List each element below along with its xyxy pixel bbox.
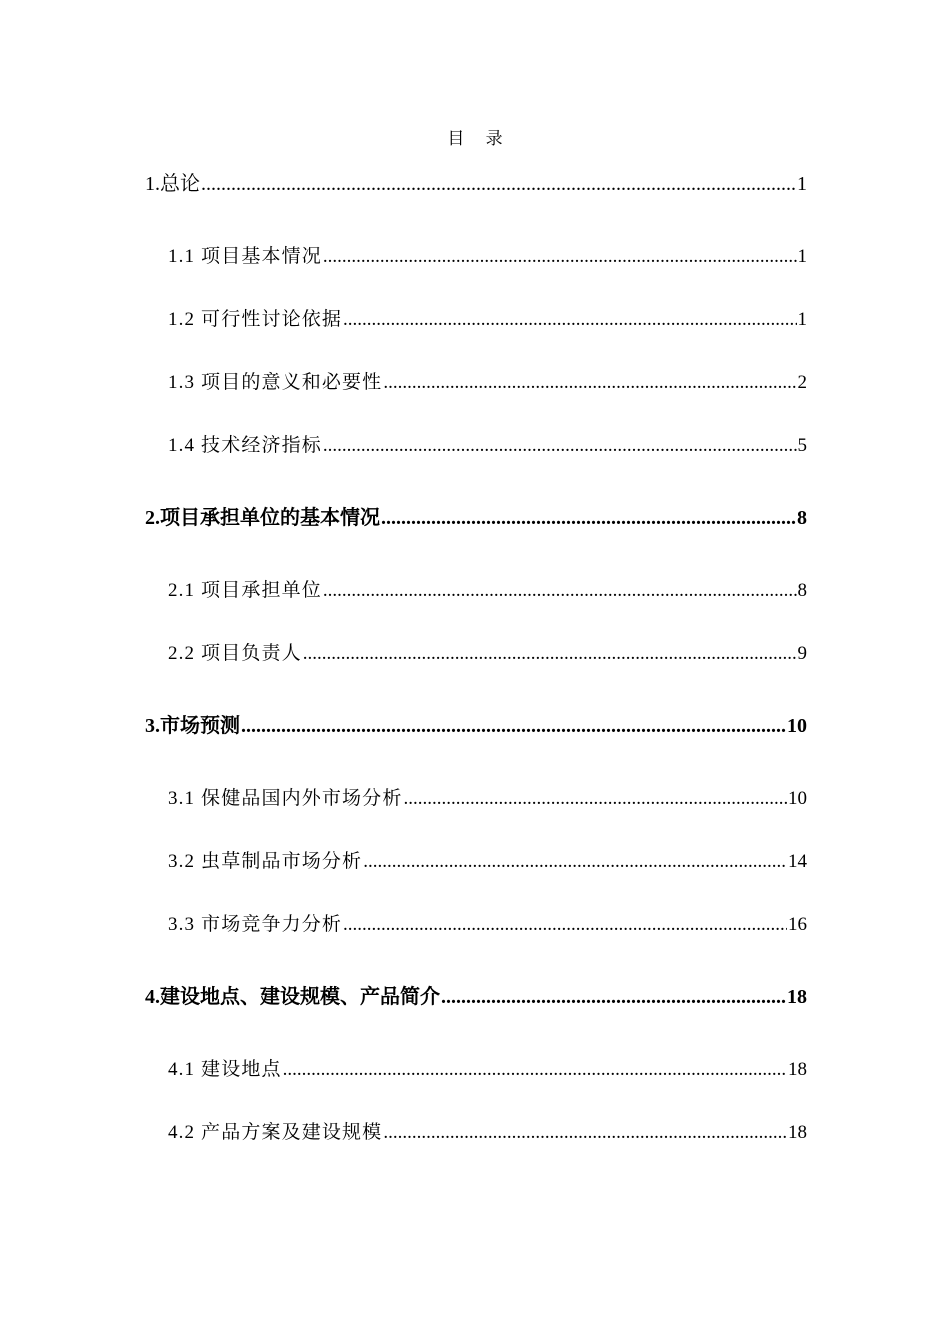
toc-entry-1-2[interactable] <box>168 305 807 335</box>
toc-entry-page: 10 <box>788 788 807 809</box>
toc-entry-label: 3.3 市场竞争力分析 <box>168 914 343 935</box>
toc-entry-label: 1.总论 <box>145 173 200 195</box>
dot-leader <box>201 169 796 199</box>
toc-entry-page: 14 <box>788 851 807 872</box>
toc-entry-label: 4.建设地点、建设规模、产品简介 <box>145 986 440 1008</box>
toc-entry-page: 1 <box>797 309 807 330</box>
toc-entry-label: 1.4 技术经济指标 <box>168 435 322 456</box>
toc-entry-3-2[interactable] <box>168 847 807 877</box>
toc-entry-1-3[interactable] <box>168 368 807 398</box>
dot-leader <box>403 784 787 814</box>
toc-entry-label: 3.市场预测 <box>145 715 240 737</box>
toc-entry-page: 9 <box>797 643 807 664</box>
toc-entry-label: 1.1 项目基本情况 <box>168 246 322 267</box>
dot-leader <box>383 1118 787 1148</box>
dot-leader <box>383 368 796 398</box>
toc-entry-2-1[interactable] <box>168 576 807 606</box>
toc-entry-2-2[interactable] <box>168 639 807 669</box>
toc-entry-3-1[interactable] <box>168 784 807 814</box>
toc-entry-page: 1 <box>797 246 807 267</box>
toc-entry-label: 4.2 产品方案及建设规模 <box>168 1122 383 1143</box>
toc-entry-1-4[interactable] <box>168 431 807 461</box>
toc-entry-page: 16 <box>788 914 807 935</box>
toc-entry-label: 2.1 项目承担单位 <box>168 580 322 601</box>
dot-leader <box>323 576 797 606</box>
toc-entry-page: 18 <box>788 1122 807 1143</box>
dot-leader <box>363 847 787 877</box>
toc-entry-label: 2.2 项目负责人 <box>168 643 302 664</box>
dot-leader <box>241 711 786 741</box>
toc-entry-page: 8 <box>797 507 807 529</box>
toc-entry-label: 3.2 虫草制品市场分析 <box>168 851 363 872</box>
toc-entry-label: 1.2 可行性讨论依据 <box>168 309 343 330</box>
toc-entry-page: 10 <box>787 715 807 737</box>
toc-entry-4-1[interactable] <box>168 1055 807 1085</box>
toc-entry-3[interactable] <box>145 711 807 741</box>
dot-leader <box>323 431 797 461</box>
toc-entry-page: 2 <box>797 372 807 393</box>
dot-leader <box>441 982 786 1012</box>
toc-entry-label: 3.1 保健品国内外市场分析 <box>168 788 403 809</box>
toc-entry-page: 8 <box>797 580 807 601</box>
toc-entry-1[interactable] <box>145 169 807 199</box>
dot-leader <box>343 305 796 335</box>
toc-entry-page: 5 <box>797 435 807 456</box>
toc-entry-2[interactable] <box>145 503 807 533</box>
dot-leader <box>323 242 797 272</box>
toc-entry-3-3[interactable] <box>168 910 807 940</box>
toc-entry-label: 2.项目承担单位的基本情况 <box>145 507 380 529</box>
toc-entry-1-1[interactable] <box>168 242 807 272</box>
toc-entry-page: 18 <box>787 986 807 1008</box>
dot-leader <box>343 910 787 940</box>
dot-leader <box>283 1055 787 1085</box>
toc-entry-4[interactable] <box>145 982 807 1012</box>
toc-entry-page: 18 <box>788 1059 807 1080</box>
dot-leader <box>381 503 796 533</box>
toc-entry-label: 4.1 建设地点 <box>168 1059 282 1080</box>
toc-entry-label: 1.3 项目的意义和必要性 <box>168 372 383 393</box>
toc-title: 目 录 <box>447 129 512 148</box>
toc-entry-page: 1 <box>797 173 807 195</box>
toc-entry-4-2[interactable] <box>168 1118 807 1148</box>
dot-leader <box>303 639 797 669</box>
